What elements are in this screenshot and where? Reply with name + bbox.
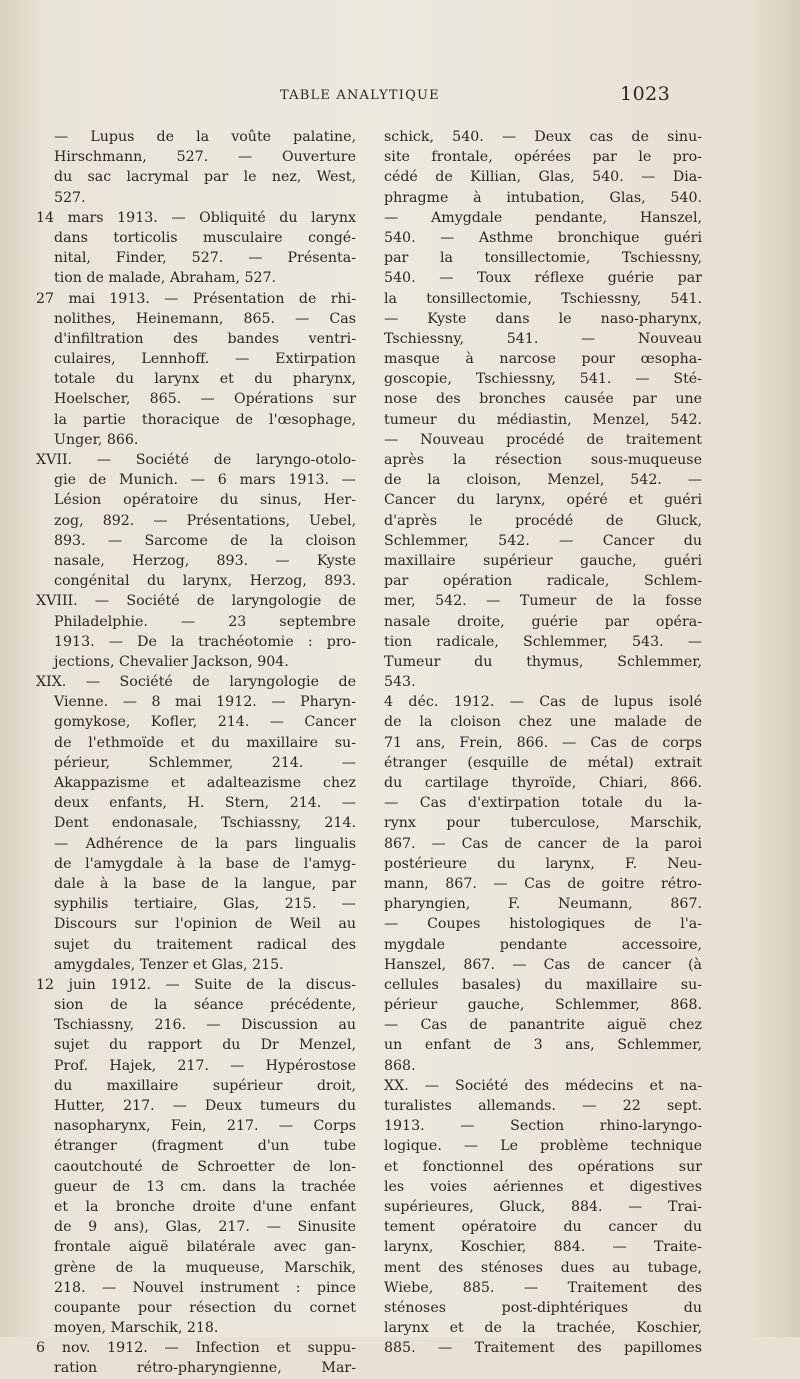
index-line: nolithes, Heinemann, 865. — Cas xyxy=(54,310,356,327)
index-line: mann, 867. — Cas de goitre rétro- xyxy=(384,875,702,892)
index-line: moyen, Marschik, 218. xyxy=(54,1320,219,1337)
index-line: cédé de Killian, Glas, 540. — Dia- xyxy=(384,169,702,186)
index-line: pharyngien, F. Neumann, 867. xyxy=(384,896,702,913)
index-line: frontale aiguë bilatérale avec gan- xyxy=(54,1239,356,1256)
index-line: — Cas de panantrite aiguë chez xyxy=(384,1017,702,1034)
index-line: d'infiltration des bandes ventri- xyxy=(54,330,356,347)
index-line: larynx, Koschier, 884. — Traite- xyxy=(384,1239,702,1256)
index-line: 71 ans, Frein, 866. — Cas de corps xyxy=(384,734,702,751)
index-line: nasale droite, guérie par opéra- xyxy=(384,613,702,630)
index-line: 867. — Cas de cancer de la paroi xyxy=(384,835,702,852)
index-line: du cartilage thyroïde, Chiari, 866. xyxy=(384,775,702,791)
index-line: — Kyste dans le naso-pharynx, xyxy=(384,310,702,327)
index-line: phragme à intubation, Glas, 540. xyxy=(384,189,702,206)
index-line: — Cas d'extirpation totale du la- xyxy=(384,795,702,812)
index-line: 868. xyxy=(384,1057,416,1074)
index-line: 4 déc. 1912. — Cas de lupus isolé xyxy=(384,694,702,711)
index-line: 27 mai 1913. — Présentation de rhi- xyxy=(36,290,356,307)
index-line: la tonsillectomie, Tschiessny, 541. xyxy=(384,290,702,307)
index-line: Tschiessny, 541. — Nouveau xyxy=(384,330,702,347)
index-line: mer, 542. — Tumeur de la fosse xyxy=(384,593,702,610)
index-line: tumeur du médiastin, Menzel, 542. xyxy=(384,411,702,428)
index-line: Lésion opératoire du sinus, Her- xyxy=(54,492,356,509)
index-line: jections, Chevalier Jackson, 904. xyxy=(54,653,289,670)
index-line: Tumeur du thymus, Schlemmer, xyxy=(384,653,702,670)
index-line: 540. — Toux réflexe guérie par xyxy=(384,270,702,287)
index-line: nital, Finder, 527. — Présenta- xyxy=(54,250,356,267)
index-line: sujet du traitement radical des xyxy=(54,936,356,953)
index-line: nose des bronches causée par une xyxy=(384,391,702,408)
index-line: XVII. — Société de laryngo-otolo- xyxy=(36,452,356,468)
index-line: dale à la base de la langue, par xyxy=(54,875,356,892)
index-line: 1913. — Section rhino-laryngo- xyxy=(384,1118,702,1135)
index-line: schick, 540. — Deux cas de sinu- xyxy=(384,129,702,145)
index-line: sténoses post-diphtériques du xyxy=(384,1299,702,1316)
index-line: étranger (fragment d'un tube xyxy=(54,1138,356,1155)
index-line: la partie thoracique de l'œsophage, xyxy=(54,411,356,428)
index-line: dans torticolis musculaire congé- xyxy=(54,229,356,246)
index-line: 893. — Sarcome de la cloison xyxy=(54,532,356,549)
running-title: TABLE ANALYTIQUE xyxy=(280,88,440,103)
index-line: de l'ethmoïde et du maxillaire su- xyxy=(54,734,356,751)
index-line: zog, 892. — Présentations, Uebel, xyxy=(54,512,356,529)
index-line: 6 nov. 1912. — Infection et suppu- xyxy=(36,1340,356,1357)
index-line: les voies aériennes et digestives xyxy=(384,1178,702,1195)
index-line: par la tonsillectomie, Tschiessny, xyxy=(384,250,702,267)
index-line: — Lupus de la voûte palatine, xyxy=(54,129,356,145)
index-line: gomykose, Kofler, 214. — Cancer xyxy=(54,714,356,731)
index-line: rynx pour tuberculose, Marschik, xyxy=(384,815,702,832)
index-line: cellules basales) du maxillaire su- xyxy=(384,976,702,993)
index-line: 12 juin 1912. — Suite de la discus- xyxy=(36,976,356,993)
index-line: Cancer du larynx, opéré et guéri xyxy=(384,492,702,509)
index-line: 885. — Traitement des papillomes xyxy=(384,1340,702,1357)
index-line: larynx et de la trachée, Koschier, xyxy=(384,1320,702,1337)
index-line: Prof. Hajek, 217. — Hypérostose xyxy=(54,1057,356,1074)
right-column xyxy=(384,127,702,1358)
index-line: totale du larynx et du pharynx, xyxy=(54,371,356,388)
index-line: tion de malade, Abraham, 527. xyxy=(54,270,277,287)
index-line: du sac lacrymal par le nez, West, xyxy=(54,169,356,186)
index-line: 527. xyxy=(54,189,86,206)
index-line: XIX. — Société de laryngologie de xyxy=(36,674,356,691)
index-line: 218. — Nouvel instrument : pince xyxy=(54,1279,356,1296)
index-line: périeur, Schlemmer, 214. — xyxy=(54,754,356,771)
index-line: de 9 ans), Glas, 217. — Sinusite xyxy=(54,1219,356,1236)
index-line: supérieures, Gluck, 884. — Trai- xyxy=(384,1198,702,1215)
index-line: logique. — Le problème technique xyxy=(384,1138,702,1155)
index-line: turalistes allemands. — 22 sept. xyxy=(384,1098,702,1114)
index-line: 543. xyxy=(384,674,416,691)
index-line: de la cloison chez une malade de xyxy=(384,714,702,731)
left-column xyxy=(36,127,356,1379)
index-line: Hoelscher, 865. — Opérations sur xyxy=(54,391,356,408)
index-line: congénital du larynx, Herzog, 893. xyxy=(54,573,356,590)
index-line: 540. — Asthme bronchique guéri xyxy=(384,229,702,246)
index-line: Unger, 866. xyxy=(54,431,139,448)
index-line: Schlemmer, 542. — Cancer du xyxy=(384,532,702,549)
index-line: grène de la muqueuse, Marschik, xyxy=(54,1259,356,1276)
index-line: — Adhérence de la pars lingualis xyxy=(54,835,356,852)
index-line: Vienne. — 8 mai 1912. — Pharyn- xyxy=(54,694,356,711)
index-line: Wiebe, 885. — Traitement des xyxy=(384,1279,702,1296)
index-line: 1913. — De la trachéotomie : pro- xyxy=(54,633,356,650)
index-line: Tschiassny, 216. — Discussion au xyxy=(54,1017,356,1034)
index-line: périeur gauche, Schlemmer, 868. xyxy=(384,997,702,1014)
index-line: masque à narcose pour œsopha- xyxy=(384,351,702,368)
index-line: coupante pour résection du cornet xyxy=(54,1299,356,1316)
index-line: nasopharynx, Fein, 217. — Corps xyxy=(54,1118,356,1135)
index-line: tion radicale, Schlemmer, 543. — xyxy=(384,633,702,650)
index-line: Hanszel, 867. — Cas de cancer (à xyxy=(384,956,702,973)
page-number: 1023 xyxy=(620,83,671,105)
index-line: Philadelphie. — 23 septembre xyxy=(54,613,356,630)
index-line: et la bronche droite d'une enfant xyxy=(54,1198,356,1215)
index-line: syphilis tertiaire, Glas, 215. — xyxy=(54,896,356,913)
index-line: — Coupes histologiques de l'a- xyxy=(384,916,702,933)
index-line: 14 mars 1913. — Obliquité du larynx xyxy=(36,209,356,226)
index-line: ment des sténoses dues au tubage, xyxy=(384,1259,702,1276)
index-line: un enfant de 3 ans, Schlemmer, xyxy=(384,1037,702,1054)
index-line: XVIII. — Société de laryngologie de xyxy=(36,593,356,610)
index-line: amygdales, Tenzer et Glas, 215. xyxy=(54,956,284,973)
index-line: — Nouveau procédé de traitement xyxy=(384,431,702,448)
index-line: après la résection sous-muqueuse xyxy=(384,452,702,468)
index-line: Akappazisme et adalteazisme chez xyxy=(54,775,356,791)
page-header xyxy=(0,83,800,110)
index-line: sujet du rapport du Dr Menzel, xyxy=(54,1037,356,1054)
index-line: ration rétro-pharyngienne, Mar- xyxy=(54,1360,356,1377)
index-line: Hutter, 217. — Deux tumeurs du xyxy=(54,1098,356,1114)
index-line: maxillaire supérieur gauche, guéri xyxy=(384,552,702,569)
index-line: tement opératoire du cancer du xyxy=(384,1219,702,1236)
index-line: du maxillaire supérieur droit, xyxy=(54,1077,356,1094)
index-line: de la cloison, Menzel, 542. — xyxy=(384,472,702,489)
index-line: d'après le procédé de Gluck, xyxy=(384,512,702,529)
index-line: Dent endonasale, Tschiassny, 214. xyxy=(54,815,356,832)
index-line: gueur de 13 cm. dans la trachée xyxy=(54,1178,356,1195)
index-line: nasale, Herzog, 893. — Kyste xyxy=(54,552,356,569)
index-line: postérieure du larynx, F. Neu- xyxy=(384,855,702,872)
index-line: Hirschmann, 527. — Ouverture xyxy=(54,149,356,166)
index-line: de l'amygdale à la base de l'amyg- xyxy=(54,855,356,872)
index-line: par opération radicale, Schlem- xyxy=(384,573,702,590)
index-line: caoutchouté de Schroetter de lon- xyxy=(54,1158,356,1175)
index-line: culaires, Lennhoff. — Extirpation xyxy=(54,351,356,368)
index-line: sion de la séance précédente, xyxy=(54,997,356,1014)
index-line: deux enfants, H. Stern, 214. — xyxy=(54,795,356,812)
index-line: gie de Munich. — 6 mars 1913. — xyxy=(54,472,356,489)
index-line: — Amygdale pendante, Hanszel, xyxy=(384,209,702,226)
index-line: site frontale, opérées par le pro- xyxy=(384,149,702,166)
index-line: Discours sur l'opinion de Weil au xyxy=(54,916,356,933)
index-line: étranger (esquille de métal) extrait xyxy=(384,754,702,771)
index-line: mygdale pendante accessoire, xyxy=(384,936,702,953)
index-line: et fonctionnel des opérations sur xyxy=(384,1158,702,1175)
index-line: XX. — Société des médecins et na- xyxy=(384,1077,702,1094)
index-line: goscopie, Tschiessny, 541. — Sté- xyxy=(384,371,702,388)
